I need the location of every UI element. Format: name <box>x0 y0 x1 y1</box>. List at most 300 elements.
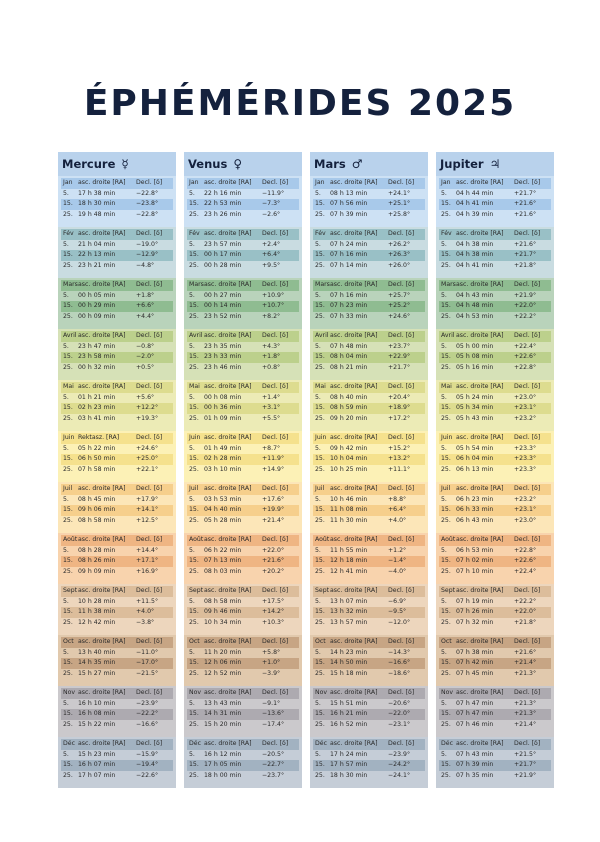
day-cell: 15. <box>315 251 325 258</box>
dec-cell: −17.0° <box>136 659 159 666</box>
planet-header <box>58 152 176 176</box>
data-row <box>313 250 425 261</box>
day-cell: 25. <box>189 618 199 626</box>
day-cell: 5. <box>315 444 321 452</box>
day-cell: 25. <box>315 669 325 677</box>
dec-cell: −11.0° <box>136 648 159 656</box>
dec-header: Decl. [δ] <box>514 587 541 594</box>
month-block <box>310 278 428 329</box>
ra-cell: 08 h 59 min <box>330 404 368 411</box>
dec-cell: +23.1° <box>514 404 537 411</box>
month-header-row <box>439 535 551 546</box>
ra-header: asc. droite [RA] <box>330 383 378 390</box>
dec-cell: +17.9° <box>136 495 159 503</box>
day-cell: 25. <box>441 414 451 422</box>
day-cell: 5. <box>63 699 69 707</box>
month-block <box>310 533 428 584</box>
day-cell: 5. <box>189 240 195 248</box>
ra-cell: 04 h 41 min <box>456 200 494 207</box>
month-block <box>310 635 428 686</box>
month-header-row <box>61 229 173 240</box>
month-block <box>310 431 428 482</box>
month-label: Août <box>441 536 456 543</box>
dec-header: Decl. [δ] <box>262 230 289 237</box>
ra-cell: 06 h 22 min <box>204 546 242 554</box>
planet-header <box>436 152 554 176</box>
dec-header: Decl. [δ] <box>514 281 541 288</box>
ra-header: asc. droite [RA] <box>78 689 126 696</box>
day-cell: 15. <box>441 506 451 513</box>
dec-cell: +11.5° <box>136 597 159 605</box>
month-header-row <box>61 637 173 648</box>
dec-header: Decl. [δ] <box>262 485 289 492</box>
dec-header: Decl. [δ] <box>136 587 163 594</box>
ra-cell: 07 h 16 min <box>330 291 368 299</box>
month-block <box>310 329 428 380</box>
data-row <box>61 393 173 404</box>
dec-cell: −7.3° <box>262 200 281 207</box>
month-block <box>184 176 302 227</box>
data-row <box>187 210 299 221</box>
data-row <box>439 250 551 261</box>
ra-cell: 07 h 33 min <box>330 312 368 320</box>
dec-cell: +23.3° <box>514 465 537 473</box>
ra-cell: 08 h 04 min <box>330 353 368 360</box>
planet-name: Jupiter <box>440 157 484 171</box>
data-row <box>313 709 425 720</box>
dec-header: Decl. [δ] <box>262 740 289 747</box>
dec-cell: +5.8° <box>262 648 281 656</box>
month-block <box>310 482 428 533</box>
data-row <box>439 771 551 782</box>
planet-symbol-icon: ♃ <box>489 157 501 171</box>
planet-column-mercure <box>58 152 176 786</box>
ra-cell: 07 h 14 min <box>330 261 368 269</box>
ra-cell: 22 h 13 min <box>78 251 116 258</box>
month-header-row <box>187 535 299 546</box>
month-label: Jan <box>63 179 73 186</box>
ra-header: asc. droite [RA] <box>78 740 126 747</box>
day-cell: 25. <box>189 312 199 320</box>
data-row <box>61 750 173 761</box>
data-row <box>61 648 173 659</box>
ra-cell: 08 h 26 min <box>78 557 116 564</box>
day-cell: 15. <box>189 710 199 717</box>
dec-cell: +21.7° <box>514 761 537 768</box>
month-label: Jan <box>441 179 451 186</box>
dec-header: Decl. [δ] <box>388 740 415 747</box>
data-row <box>313 618 425 629</box>
day-cell: 15. <box>63 761 73 768</box>
day-cell: 5. <box>63 495 69 503</box>
data-row <box>313 291 425 302</box>
day-cell: 25. <box>441 618 451 626</box>
ra-header: asc. droite [RA] <box>456 332 504 339</box>
ra-header: asc. droite [RA] <box>330 485 378 492</box>
data-row <box>187 516 299 527</box>
day-cell: 5. <box>63 444 69 452</box>
dec-cell: +21.5° <box>514 750 537 758</box>
dec-cell: +10.3° <box>262 618 285 626</box>
day-cell: 25. <box>63 669 73 677</box>
day-cell: 25. <box>189 261 199 269</box>
dec-header: Decl. [δ] <box>514 230 541 237</box>
day-cell: 25. <box>189 210 199 218</box>
day-cell: 25. <box>315 771 325 779</box>
month-block <box>184 329 302 380</box>
month-label: Sept <box>441 587 456 594</box>
ra-cell: 02 h 28 min <box>204 455 242 462</box>
day-cell: 15. <box>63 353 73 360</box>
dec-cell: −20.5° <box>262 750 285 758</box>
ra-cell: 03 h 53 min <box>204 495 242 503</box>
dec-cell: +5.6° <box>136 393 155 401</box>
ra-cell: 14 h 35 min <box>78 659 116 666</box>
dec-header: Decl. [δ] <box>514 689 541 696</box>
dec-cell: +25.7° <box>388 291 411 299</box>
day-cell: 25. <box>63 261 73 269</box>
dec-cell: +20.4° <box>388 393 411 401</box>
day-cell: 25. <box>315 312 325 320</box>
dec-cell: +21.6° <box>514 648 537 656</box>
ra-cell: 06 h 23 min <box>456 495 494 503</box>
month-header-row <box>439 433 551 444</box>
month-block <box>58 482 176 533</box>
day-cell: 5. <box>315 189 321 197</box>
month-block <box>184 278 302 329</box>
month-label: Sept <box>189 587 204 594</box>
dec-cell: −19.4° <box>136 761 159 768</box>
data-row <box>313 699 425 710</box>
ra-cell: 11 h 20 min <box>204 648 242 656</box>
day-cell: 25. <box>189 567 199 575</box>
ra-cell: 18 h 30 min <box>78 200 116 207</box>
ra-cell: 08 h 45 min <box>78 495 116 503</box>
day-cell: 25. <box>315 210 325 218</box>
dec-cell: −2.6° <box>262 210 281 218</box>
dec-cell: +21.6° <box>514 210 537 218</box>
month-label: Août <box>315 536 330 543</box>
month-label: Sept <box>315 587 330 594</box>
dec-cell: +22.2° <box>514 597 537 605</box>
ra-cell: 14 h 23 min <box>330 648 368 656</box>
ra-cell: 17 h 24 min <box>330 750 368 758</box>
dec-cell: −21.5° <box>136 669 159 677</box>
month-label: Août <box>63 536 78 543</box>
month-header-row <box>187 637 299 648</box>
ra-header: asc. droite [RA] <box>330 689 378 696</box>
planet-symbol-icon: ♂ <box>351 157 363 171</box>
dec-cell: −12.0° <box>388 618 411 626</box>
ra-header: asc. droite [RA] <box>204 230 252 237</box>
day-cell: 5. <box>441 393 447 401</box>
dec-cell: −23.7° <box>262 771 285 779</box>
ra-cell: 17 h 38 min <box>78 189 116 197</box>
month-header-row <box>313 229 425 240</box>
month-label: Oct <box>63 638 74 645</box>
ra-cell: 07 h 32 min <box>456 618 494 626</box>
data-row <box>439 403 551 414</box>
data-row <box>439 648 551 659</box>
day-cell: 25. <box>441 261 451 269</box>
day-cell: 5. <box>63 240 69 248</box>
day-cell: 5. <box>189 597 195 605</box>
ra-cell: 14 h 50 min <box>330 659 368 666</box>
data-row <box>439 240 551 251</box>
planet-column-mars <box>310 152 428 786</box>
data-row <box>61 516 173 527</box>
day-cell: 5. <box>189 546 195 554</box>
dec-cell: −24.2° <box>388 761 411 768</box>
dec-cell: +17.5° <box>262 597 285 605</box>
day-cell: 15. <box>63 506 73 513</box>
data-row <box>439 516 551 527</box>
dec-cell: +24.6° <box>388 312 411 320</box>
dec-header: Decl. [δ] <box>388 485 415 492</box>
ra-cell: 04 h 43 min <box>456 291 494 299</box>
data-row <box>313 199 425 210</box>
data-row <box>61 403 173 414</box>
ra-cell: 07 h 47 min <box>456 710 494 717</box>
day-cell: 15. <box>315 455 325 462</box>
month-header-row <box>187 586 299 597</box>
ra-cell: 07 h 19 min <box>456 597 494 605</box>
month-header-row <box>187 331 299 342</box>
dec-cell: +21.4° <box>514 659 537 666</box>
ra-cell: 05 h 08 min <box>456 353 494 360</box>
data-row <box>439 312 551 323</box>
data-row <box>61 250 173 261</box>
dec-cell: +11.1° <box>388 465 411 473</box>
ra-cell: 23 h 52 min <box>204 312 242 320</box>
ra-cell: 08 h 40 min <box>330 393 368 401</box>
ra-header: asc. droite [RA] <box>78 638 126 645</box>
dec-header: Decl. [δ] <box>136 281 163 288</box>
day-cell: 25. <box>441 771 451 779</box>
data-row <box>187 495 299 506</box>
data-row <box>439 393 551 404</box>
month-block <box>58 635 176 686</box>
data-row <box>313 189 425 200</box>
month-header-row <box>313 739 425 750</box>
ra-cell: 07 h 38 min <box>456 648 494 656</box>
ra-cell: 15 h 27 min <box>78 669 116 677</box>
dec-cell: +18.9° <box>388 404 411 411</box>
ra-header: asc. droite [RA] <box>456 179 504 186</box>
data-row <box>187 199 299 210</box>
ra-cell: 16 h 07 min <box>78 761 116 768</box>
dec-cell: −4.0° <box>388 567 407 575</box>
day-cell: 25. <box>189 516 199 524</box>
day-cell: 25. <box>63 720 73 728</box>
ra-cell: 07 h 48 min <box>330 342 368 350</box>
ra-cell: 17 h 07 min <box>78 771 116 779</box>
day-cell: 5. <box>189 342 195 350</box>
month-label: Mai <box>315 383 326 390</box>
ra-cell: 01 h 09 min <box>204 414 242 422</box>
dec-header: Decl. [δ] <box>388 689 415 696</box>
month-header-row <box>439 331 551 342</box>
dec-header: Decl. [δ] <box>514 434 541 441</box>
day-cell: 25. <box>189 771 199 779</box>
data-row <box>61 658 173 669</box>
dec-cell: −20.6° <box>388 699 411 707</box>
data-row <box>187 312 299 323</box>
ra-cell: 23 h 26 min <box>204 210 242 218</box>
ra-cell: 15 h 18 min <box>330 669 368 677</box>
data-row <box>61 444 173 455</box>
ra-cell: 00 h 17 min <box>204 251 242 258</box>
month-block <box>58 176 176 227</box>
ra-header: asc. droite [RA] <box>78 383 126 390</box>
ra-cell: 08 h 58 min <box>204 597 242 605</box>
month-block <box>436 227 554 278</box>
day-cell: 25. <box>315 618 325 626</box>
ra-cell: 01 h 21 min <box>78 393 116 401</box>
dec-cell: +25.8° <box>388 210 411 218</box>
dec-header: Decl. [δ] <box>388 383 415 390</box>
data-row <box>187 240 299 251</box>
month-label: Juil <box>441 485 451 492</box>
data-row <box>439 546 551 557</box>
ra-cell: 07 h 13 min <box>204 557 242 564</box>
ra-cell: 00 h 09 min <box>78 312 116 320</box>
dec-cell: +21.3° <box>514 669 537 677</box>
month-header-row <box>439 382 551 393</box>
dec-cell: −19.0° <box>136 240 159 248</box>
data-row <box>313 465 425 476</box>
month-block <box>310 737 428 788</box>
data-row <box>313 720 425 731</box>
data-row <box>61 709 173 720</box>
day-cell: 25. <box>441 567 451 575</box>
ra-cell: 10 h 28 min <box>78 597 116 605</box>
data-row <box>313 556 425 567</box>
dec-header: Decl. [δ] <box>514 638 541 645</box>
ra-cell: 10 h 34 min <box>204 618 242 626</box>
data-row <box>61 567 173 578</box>
ra-cell: 09 h 09 min <box>78 567 116 575</box>
day-cell: 15. <box>315 506 325 513</box>
day-cell: 15. <box>189 404 199 411</box>
dec-cell: +14.1° <box>136 506 159 513</box>
ra-header: asc. droite [RA] <box>78 536 126 543</box>
month-label: Mars <box>315 281 330 288</box>
dec-cell: +22.9° <box>388 353 411 360</box>
ra-cell: 04 h 40 min <box>204 506 242 513</box>
month-label: Mars <box>189 281 204 288</box>
data-row <box>187 393 299 404</box>
month-block <box>184 584 302 635</box>
ra-cell: 16 h 52 min <box>330 720 368 728</box>
dec-cell: +21.8° <box>514 618 537 626</box>
dec-header: Decl. [δ] <box>514 179 541 186</box>
month-label: Avril <box>63 332 77 339</box>
ra-cell: 19 h 48 min <box>78 210 116 218</box>
dec-cell: −14.3° <box>388 648 411 656</box>
month-label: Nov <box>63 689 76 696</box>
data-row <box>313 240 425 251</box>
dec-cell: −6.9° <box>388 597 407 605</box>
month-block <box>436 431 554 482</box>
day-cell: 15. <box>441 251 451 258</box>
data-row <box>313 607 425 618</box>
dec-cell: −4.8° <box>136 261 155 269</box>
month-label: Oct <box>189 638 200 645</box>
day-cell: 15. <box>441 659 451 666</box>
ra-header: Rektasz. [RA] <box>78 434 120 441</box>
ra-cell: 07 h 42 min <box>456 659 494 666</box>
month-block <box>436 482 554 533</box>
month-header-row <box>439 484 551 495</box>
dec-cell: +12.2° <box>136 404 159 411</box>
day-cell: 5. <box>189 189 195 197</box>
data-row <box>313 342 425 353</box>
ra-cell: 07 h 58 min <box>78 465 116 473</box>
day-cell: 15. <box>63 302 73 309</box>
ra-cell: 06 h 50 min <box>78 455 116 462</box>
dec-cell: +15.2° <box>388 444 411 452</box>
planet-symbol-icon: ☿ <box>121 157 129 171</box>
day-cell: 5. <box>63 393 69 401</box>
dec-cell: +21.3° <box>514 710 537 717</box>
month-block <box>436 686 554 737</box>
month-header-row <box>313 688 425 699</box>
day-cell: 15. <box>441 200 451 207</box>
day-cell: 25. <box>315 261 325 269</box>
dec-cell: +10.7° <box>262 302 285 309</box>
data-row <box>187 465 299 476</box>
dec-cell: +1.8° <box>262 353 281 360</box>
dec-header: Decl. [δ] <box>262 281 289 288</box>
ra-cell: 07 h 24 min <box>330 240 368 248</box>
month-header-row <box>187 433 299 444</box>
day-cell: 15. <box>441 302 451 309</box>
dec-cell: +6.6° <box>136 302 155 309</box>
dec-header: Decl. [δ] <box>262 536 289 543</box>
dec-cell: +16.9° <box>136 567 159 575</box>
dec-header: Decl. [δ] <box>388 332 415 339</box>
dec-header: Decl. [δ] <box>136 383 163 390</box>
data-row <box>187 505 299 516</box>
ra-header: asc. droite [RA] <box>204 638 252 645</box>
dec-cell: +22.4° <box>514 342 537 350</box>
ra-cell: 07 h 10 min <box>456 567 494 575</box>
month-header-row <box>439 280 551 291</box>
data-row <box>187 699 299 710</box>
ra-cell: 18 h 00 min <box>204 771 242 779</box>
data-row <box>313 261 425 272</box>
month-block <box>436 584 554 635</box>
ra-header: asc. droite [RA] <box>456 383 504 390</box>
day-cell: 5. <box>315 546 321 554</box>
dec-cell: +1.4° <box>262 393 281 401</box>
planet-symbol-icon: ♀ <box>233 157 243 171</box>
ra-cell: 08 h 13 min <box>330 189 368 197</box>
data-row <box>61 760 173 771</box>
day-cell: 15. <box>441 608 451 615</box>
dec-cell: −9.1° <box>262 699 281 707</box>
ra-header: asc. droite [RA] <box>330 332 378 339</box>
data-row <box>439 699 551 710</box>
day-cell: 15. <box>441 353 451 360</box>
day-cell: 25. <box>441 516 451 524</box>
ra-cell: 00 h 14 min <box>204 302 242 309</box>
ra-cell: 04 h 38 min <box>456 240 494 248</box>
month-label: Août <box>189 536 204 543</box>
dec-cell: −23.9° <box>388 750 411 758</box>
dec-cell: +4.4° <box>136 312 155 320</box>
